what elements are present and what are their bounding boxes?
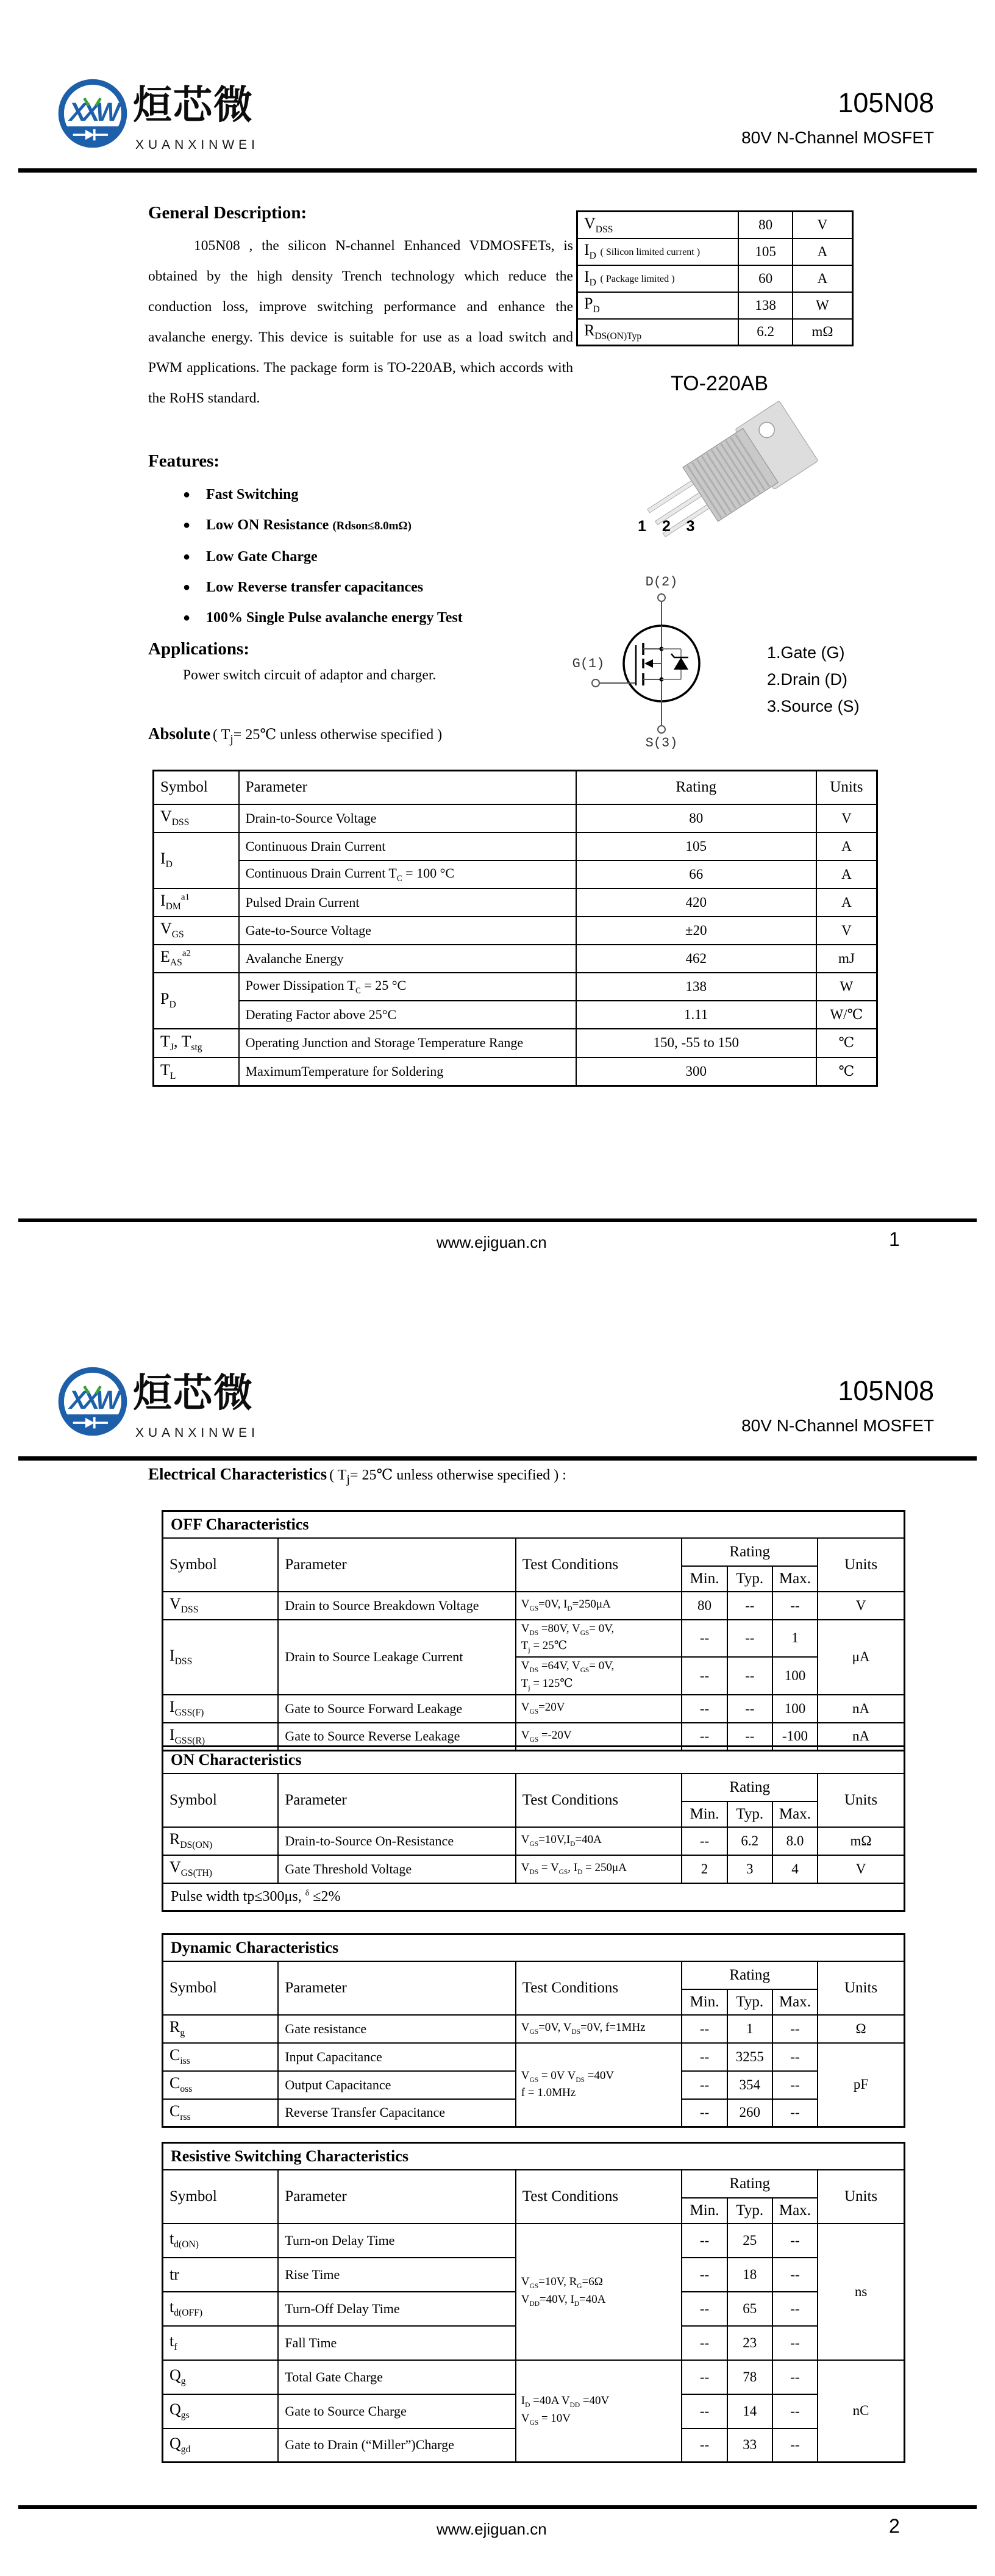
- off-characteristics-table-cell: --: [682, 1695, 727, 1723]
- dynamic-characteristics-table-row: [163, 2043, 905, 2071]
- drain-pin-label: D(2): [645, 574, 678, 590]
- resistive-switching-characteristics-table-cell: $t_{d(OFF)}$: [163, 2292, 279, 2326]
- on-characteristics-table-cell: V: [818, 1855, 904, 1883]
- resistive-switching-characteristics-table-cell: --: [772, 2258, 818, 2292]
- brand-logo-icon: [56, 77, 129, 150]
- mosfet-symbol-diagram: [570, 566, 741, 749]
- quick-specs-table-row: [577, 319, 853, 346]
- resistive-switching-characteristics-table-cell: $Q_{gs}$: [163, 2394, 279, 2428]
- absolute-maximum-ratings-table-cell: Units: [816, 771, 877, 804]
- page-number: 2: [889, 2515, 900, 2537]
- quick-specs-table-cell: $P_D$: [577, 292, 739, 319]
- on-characteristics-table-cell: $V_{DS} = V_{GS}$, $I_D = 250\mu A$: [516, 1855, 682, 1883]
- absolute-maximum-ratings-table-cell: 150, -55 to 150: [576, 1029, 816, 1057]
- dynamic-characteristics-table-cell: --: [772, 2099, 818, 2127]
- resistive-switching-characteristics-table-cell: Gate to Drain (“Miller”)Charge: [278, 2428, 515, 2463]
- dynamic-characteristics-table-cell: 3255: [727, 2043, 772, 2071]
- absolute-condition: ( $T_j=$ 25℃ unless otherwise specified ): [213, 727, 443, 746]
- quick-specs-table-cell: $I_D$ ( Package limited ): [577, 265, 739, 292]
- absolute-maximum-ratings-table-cell: 462: [576, 945, 816, 973]
- quick-specs-table-cell: 105: [738, 238, 793, 265]
- off-characteristics-table: [162, 1510, 905, 1751]
- part-number: 105N08: [838, 87, 934, 118]
- on-characteristics-table-cell: mΩ: [818, 1827, 904, 1855]
- absolute-maximum-ratings-table-row: [154, 771, 877, 804]
- on-characteristics-table-cell: Min.: [682, 1801, 727, 1827]
- dynamic-characteristics-table-cell: $C_{oss}$: [163, 2071, 279, 2099]
- resistive-switching-characteristics-table-cell: $t_f$: [163, 2326, 279, 2360]
- off-characteristics-table-row: [163, 1620, 905, 1658]
- dynamic-characteristics-table-cell: --: [772, 2043, 818, 2071]
- resistive-switching-characteristics-table-cell: Symbol: [163, 2170, 279, 2224]
- absolute-maximum-ratings-table-cell: Continuous Drain Current $T_C = 100$ °C: [239, 860, 576, 889]
- off-characteristics-table-cell: Gate to Source Reverse Leakage: [278, 1723, 515, 1751]
- bullet-icon: ●: [183, 550, 191, 564]
- off-characteristics-table-cell: --: [727, 1657, 772, 1695]
- on-characteristics-table-row: [163, 1773, 905, 1801]
- absolute-maximum-ratings-table-cell: A: [816, 889, 877, 917]
- absolute-maximum-ratings-table-cell: A: [816, 832, 877, 860]
- quick-specs-table-cell: W: [793, 292, 853, 319]
- resistive-switching-characteristics-table-cell: 33: [727, 2428, 772, 2463]
- absolute-maximum-ratings-table-row: [154, 917, 877, 945]
- dynamic-characteristics-table-cell: Input Capacitance: [278, 2043, 515, 2071]
- resistive-switching-characteristics-table-cell: Test Conditions: [516, 2170, 682, 2224]
- absolute-maximum-ratings-table-cell: ℃: [816, 1057, 877, 1086]
- absolute-maximum-ratings-table-cell: 105: [576, 832, 816, 860]
- absolute-maximum-ratings-table-cell: $V_{DSS}$: [154, 804, 239, 832]
- off-characteristics-table-cell: V: [818, 1592, 904, 1620]
- resistive-switching-characteristics-table-cell: --: [772, 2394, 818, 2428]
- resistive-switching-characteristics-table-cell: 78: [727, 2360, 772, 2394]
- off-characteristics-table-cell: Max.: [772, 1566, 818, 1592]
- pin-legend-source: 3.Source (S): [767, 697, 860, 715]
- off-characteristics-table-cell: --: [682, 1657, 727, 1695]
- resistive-switching-characteristics-table-cell: Min.: [682, 2198, 727, 2224]
- off-characteristics-table-cell: Rating: [682, 1538, 818, 1566]
- off-characteristics-table-row: [163, 1592, 905, 1620]
- feature-item: [183, 510, 463, 542]
- features-title: Features:: [148, 451, 220, 471]
- absolute-maximum-ratings-table-cell: W/℃: [816, 1001, 877, 1029]
- resistive-switching-characteristics-table-row: [163, 2170, 905, 2198]
- absolute-maximum-ratings-table-cell: Avalanche Energy: [239, 945, 576, 973]
- quick-specs-table-cell: A: [793, 238, 853, 265]
- feature-label: 100% Single Pulse avalanche energy Test: [206, 610, 463, 626]
- resistive-switching-characteristics-table-cell: $t_{d(ON)}$: [163, 2224, 279, 2258]
- absolute-maximum-ratings-table-row: [154, 1057, 877, 1086]
- off-characteristics-table-cell: --: [682, 1723, 727, 1751]
- resistive-switching-characteristics-table-cell: Rating: [682, 2170, 818, 2198]
- dynamic-characteristics-table-cell: --: [682, 2071, 727, 2099]
- bullet-icon: ●: [183, 581, 191, 594]
- dynamic-characteristics-table-cell: Gate resistance: [278, 2015, 515, 2043]
- absolute-maximum-ratings-table-cell: Parameter: [239, 771, 576, 804]
- absolute-maximum-ratings-table-cell: Gate-to-Source Voltage: [239, 917, 576, 945]
- on-characteristics-table-cell: ON Characteristics: [163, 1747, 905, 1773]
- part-number: 105N08: [838, 1375, 934, 1406]
- off-characteristics-table-cell: -100: [772, 1723, 818, 1751]
- dynamic-characteristics-table-cell: $V_{GS}=0V$, $V_{DS}=0V$, f=1MHz: [516, 2015, 682, 2043]
- feature-item: [183, 572, 463, 603]
- dynamic-characteristics-table-cell: Ω: [818, 2015, 904, 2043]
- absolute-maximum-ratings-table-cell: $T_L$: [154, 1057, 239, 1086]
- pin-legend-gate: 1.Gate (G): [767, 643, 845, 662]
- feature-label: Low Gate Charge: [206, 549, 318, 565]
- absolute-maximum-ratings-table-cell: $V_{GS}$: [154, 917, 239, 945]
- dynamic-characteristics-table-cell: Units: [818, 1961, 904, 2015]
- quick-specs-table-row: [577, 238, 853, 265]
- resistive-switching-characteristics-table-cell: --: [682, 2224, 727, 2258]
- resistive-switching-characteristics-table-cell: Typ.: [727, 2198, 772, 2224]
- absolute-title: Absolute: [148, 724, 211, 743]
- dynamic-characteristics-table-cell: 354: [727, 2071, 772, 2099]
- off-characteristics-table-cell: μA: [818, 1620, 904, 1695]
- off-characteristics-table-cell: nA: [818, 1695, 904, 1723]
- gate-pin-label: G(1): [572, 656, 605, 671]
- off-characteristics-table-cell: $V_{DSS}$: [163, 1592, 279, 1620]
- brand-abbr: XXW: [69, 98, 116, 126]
- dynamic-characteristics-table-row: [163, 1961, 905, 1989]
- resistive-switching-characteristics-table-cell: --: [682, 2326, 727, 2360]
- feature-item: [183, 542, 463, 572]
- absolute-maximum-ratings-table-cell: V: [816, 917, 877, 945]
- dynamic-characteristics-table-cell: Typ.: [727, 1989, 772, 2015]
- quick-specs-table-cell: 60: [738, 265, 793, 292]
- bullet-icon: ●: [183, 488, 191, 501]
- feature-item: [183, 603, 463, 633]
- absolute-maximum-ratings-table-row: [154, 860, 877, 889]
- absolute-maximum-ratings-table-cell: A: [816, 860, 877, 889]
- off-characteristics-table-row: [163, 1511, 905, 1538]
- resistive-switching-characteristics-table-cell: --: [772, 2326, 818, 2360]
- on-characteristics-table-cell: Rating: [682, 1773, 818, 1801]
- dynamic-characteristics-table-cell: Output Capacitance: [278, 2071, 515, 2099]
- dynamic-characteristics-table-cell: --: [772, 2015, 818, 2043]
- resistive-switching-characteristics-table-cell: --: [772, 2292, 818, 2326]
- page-number: 1: [889, 1228, 900, 1250]
- dynamic-characteristics-table-cell: $V_{GS} = 0V$ $V_{DS} =40V$ f = 1.0MHz: [516, 2043, 682, 2127]
- absolute-maximum-ratings-table-cell: ±20: [576, 917, 816, 945]
- brand-name-cn: 烜芯微: [133, 83, 254, 127]
- brand-name-en: XUANXINWEI: [135, 1426, 260, 1440]
- dynamic-characteristics-table-cell: Rating: [682, 1961, 818, 1989]
- on-characteristics-table-cell: Symbol: [163, 1773, 279, 1827]
- quick-specs-table-cell: 80: [738, 212, 793, 238]
- absolute-maximum-ratings-table-cell: W: [816, 973, 877, 1001]
- to220-package-image: [601, 395, 857, 538]
- off-characteristics-table-cell: --: [727, 1695, 772, 1723]
- applications-title: Applications:: [148, 639, 249, 659]
- dynamic-characteristics-table-cell: Symbol: [163, 1961, 279, 2015]
- dynamic-characteristics-table: [162, 1933, 905, 2128]
- resistive-switching-characteristics-table-cell: Turn-Off Delay Time: [278, 2292, 515, 2326]
- absolute-maximum-ratings-table-cell: Pulsed Drain Current: [239, 889, 576, 917]
- footer-rule: [18, 2505, 977, 2509]
- quick-specs-table: [576, 210, 854, 346]
- off-characteristics-table-cell: --: [727, 1592, 772, 1620]
- header-rule: [18, 168, 977, 173]
- resistive-switching-characteristics-table-cell: 18: [727, 2258, 772, 2292]
- brand-name-cn: 烜芯微: [133, 1371, 254, 1415]
- resistive-switching-characteristics-table-cell: --: [772, 2224, 818, 2258]
- off-characteristics-table-cell: Parameter: [278, 1538, 515, 1592]
- absolute-maximum-ratings-table-row: [154, 973, 877, 1001]
- off-characteristics-table-cell: Min.: [682, 1566, 727, 1592]
- dynamic-characteristics-table-cell: Dynamic Characteristics: [163, 1934, 905, 1961]
- absolute-maximum-ratings-table-cell: 80: [576, 804, 816, 832]
- resistive-switching-characteristics-table-cell: --: [682, 2428, 727, 2463]
- on-characteristics-table-cell: Typ.: [727, 1801, 772, 1827]
- on-characteristics-table-cell: Test Conditions: [516, 1773, 682, 1827]
- off-characteristics-table-cell: Drain to Source Leakage Current: [278, 1620, 515, 1695]
- resistive-switching-characteristics-table-row: [163, 2360, 905, 2394]
- dynamic-characteristics-table-cell: Min.: [682, 1989, 727, 2015]
- datasheet-page-2: [0, 1288, 995, 2576]
- resistive-switching-characteristics-table-cell: 14: [727, 2394, 772, 2428]
- on-characteristics-table-cell: Drain-to-Source On-Resistance: [278, 1827, 515, 1855]
- resistive-switching-characteristics-table-cell: Max.: [772, 2198, 818, 2224]
- dynamic-characteristics-table-cell: Reverse Transfer Capacitance: [278, 2099, 515, 2127]
- off-characteristics-table-cell: Drain to Source Breakdown Voltage: [278, 1592, 515, 1620]
- general-description-text: 105N08 , the silicon N-channel Enhanced VDMOSFETs, is obtained by the high density Trench technology which reduce the conduction loss, improve switching performance and enhance the avalanche energy. This device is suitable for use as a load switch and PWM applications. The package form is TO-220AB, which accords with the RoHS standard.: [148, 238, 573, 406]
- off-characteristics-table-cell: 1: [772, 1620, 818, 1658]
- absolute-maximum-ratings-table-cell: Drain-to-Source Voltage: [239, 804, 576, 832]
- feature-item: [183, 479, 463, 510]
- off-characteristics-table-cell: 100: [772, 1657, 818, 1695]
- absolute-maximum-ratings-table-row: [154, 1029, 877, 1057]
- bullet-icon: ●: [183, 611, 191, 624]
- absolute-maximum-ratings-table-cell: Derating Factor above 25°C: [239, 1001, 576, 1029]
- on-characteristics-table-row: [163, 1827, 905, 1855]
- absolute-maximum-ratings-table-row: [154, 945, 877, 973]
- absolute-maximum-ratings-table-cell: 420: [576, 889, 816, 917]
- off-characteristics-table-cell: $V_{GS} =-20V$: [516, 1723, 682, 1751]
- source-pin-label: S(3): [645, 735, 678, 749]
- quick-specs-table-cell: $R_{DS(ON)Typ}$: [577, 319, 739, 346]
- electrical-characteristics-condition: ( $T_j=$ 25℃ unless otherwise specified ) :: [329, 1467, 566, 1486]
- resistive-switching-characteristics-table-cell: tr: [163, 2258, 279, 2292]
- off-characteristics-table-cell: $V_{GS}=0V$, $I_D=250\mu A$: [516, 1592, 682, 1620]
- off-characteristics-table-cell: --: [727, 1723, 772, 1751]
- on-characteristics-table-cell: Pulse width tp≤300μs, $^\delta$ ≤2%: [163, 1883, 905, 1911]
- absolute-maximum-ratings-table-cell: V: [816, 804, 877, 832]
- absolute-maximum-ratings-table-row: [154, 832, 877, 860]
- resistive-switching-characteristics-table-cell: --: [772, 2428, 818, 2463]
- off-characteristics-table-cell: Test Conditions: [516, 1538, 682, 1592]
- on-characteristics-table-row: [163, 1883, 905, 1911]
- off-characteristics-table-cell: OFF Characteristics: [163, 1511, 905, 1538]
- off-characteristics-table-row: [163, 1538, 905, 1566]
- dynamic-characteristics-table-cell: Test Conditions: [516, 1961, 682, 2015]
- off-characteristics-table-cell: $I_{GSS(R)}$: [163, 1723, 279, 1751]
- footer-website: www.ejiguan.cn: [437, 1233, 547, 1251]
- on-characteristics-table-cell: $R_{DS(ON)}$: [163, 1827, 279, 1855]
- on-characteristics-table-row: [163, 1855, 905, 1883]
- dynamic-characteristics-table-cell: --: [772, 2071, 818, 2099]
- package-title: TO-220AB: [670, 372, 768, 395]
- absolute-maximum-ratings-table-cell: MaximumTemperature for Soldering: [239, 1057, 576, 1086]
- dynamic-characteristics-table-cell: Parameter: [278, 1961, 515, 2015]
- dynamic-characteristics-table-cell: $R_g$: [163, 2015, 279, 2043]
- part-subtitle: 80V N-Channel MOSFET: [741, 1416, 934, 1435]
- quick-specs-table-cell: A: [793, 265, 853, 292]
- resistive-switching-characteristics-table-cell: ns: [818, 2224, 904, 2360]
- on-characteristics-table-cell: --: [682, 1827, 727, 1855]
- footer-website: www.ejiguan.cn: [437, 2520, 547, 2538]
- resistive-switching-characteristics-table-cell: $Q_{gd}$: [163, 2428, 279, 2463]
- on-characteristics-table-cell: 3: [727, 1855, 772, 1883]
- on-characteristics-table: [162, 1745, 905, 1912]
- dynamic-characteristics-table-cell: --: [682, 2099, 727, 2127]
- dynamic-characteristics-table-cell: --: [682, 2015, 727, 2043]
- on-characteristics-table-cell: $V_{GS}=10V,I_D=40A$: [516, 1827, 682, 1855]
- off-characteristics-table-cell: $V_{DS} =64V$, $V_{GS}= 0V$, $T_j$ = 125℃: [516, 1657, 682, 1695]
- resistive-switching-characteristics-table-cell: Fall Time: [278, 2326, 515, 2360]
- absolute-maximum-ratings-table-cell: Power Dissipation $T_C = 25$ °C: [239, 973, 576, 1001]
- resistive-switching-characteristics-table: [162, 2142, 905, 2463]
- resistive-switching-characteristics-table-cell: Gate to Source Charge: [278, 2394, 515, 2428]
- resistive-switching-characteristics-table-cell: 25: [727, 2224, 772, 2258]
- resistive-switching-characteristics-table-cell: $I_D =40A$ $V_{DD} =40V$ $V_{GS} = 10V$: [516, 2360, 682, 2463]
- feature-label: Low Reverse transfer capacitances: [206, 579, 424, 595]
- dynamic-characteristics-table-cell: 1: [727, 2015, 772, 2043]
- resistive-switching-characteristics-table-cell: nC: [818, 2360, 904, 2463]
- on-characteristics-table-cell: Parameter: [278, 1773, 515, 1827]
- off-characteristics-table-cell: --: [727, 1620, 772, 1658]
- absolute-maximum-ratings-table-cell: $E_{AS}^{a2}$: [154, 945, 239, 973]
- quick-specs-table-row: [577, 212, 853, 238]
- resistive-switching-characteristics-table-row: [163, 2143, 905, 2170]
- absolute-maximum-ratings-table-row: [154, 1001, 877, 1029]
- on-characteristics-table-cell: Gate Threshold Voltage: [278, 1855, 515, 1883]
- resistive-switching-characteristics-table-cell: $V_{GS}=10V$, $R_G=6\Omega$ $V_{DD}=40V$, $I_D=40A$: [516, 2224, 682, 2360]
- resistive-switching-characteristics-table-cell: Units: [818, 2170, 904, 2224]
- resistive-switching-characteristics-table-row: [163, 2224, 905, 2258]
- package-pin-numbers: 1 2 3: [638, 518, 701, 535]
- off-characteristics-table-cell: Gate to Source Forward Leakage: [278, 1695, 515, 1723]
- resistive-switching-characteristics-table-cell: Parameter: [278, 2170, 515, 2224]
- on-characteristics-table-cell: $V_{GS(TH)}$: [163, 1855, 279, 1883]
- part-subtitle: 80V N-Channel MOSFET: [741, 128, 934, 147]
- off-characteristics-table-cell: Typ.: [727, 1566, 772, 1592]
- absolute-maximum-ratings-table-cell: $T_J$, $T_{stg}$: [154, 1029, 239, 1057]
- resistive-switching-characteristics-table-cell: Total Gate Charge: [278, 2360, 515, 2394]
- absolute-maximum-ratings-table-cell: Symbol: [154, 771, 239, 804]
- on-characteristics-table-cell: 6.2: [727, 1827, 772, 1855]
- absolute-maximum-ratings-table-cell: $I_D$: [154, 832, 239, 889]
- quick-specs-table-cell: $I_D$ ( Silicon limited current ): [577, 238, 739, 265]
- applications-text: Power switch circuit of adaptor and charger.: [183, 667, 437, 683]
- off-characteristics-table-cell: $V_{GS}=20V$: [516, 1695, 682, 1723]
- resistive-switching-characteristics-table-cell: Turn-on Delay Time: [278, 2224, 515, 2258]
- quick-specs-table-cell: mΩ: [793, 319, 853, 346]
- resistive-switching-characteristics-table-cell: 65: [727, 2292, 772, 2326]
- quick-specs-table-row: [577, 292, 853, 319]
- absolute-maximum-ratings-table-cell: 1.11: [576, 1001, 816, 1029]
- absolute-maximum-ratings-table-cell: $I_{DM}^{a1}$: [154, 889, 239, 917]
- on-characteristics-table-row: [163, 1747, 905, 1773]
- dynamic-characteristics-table-cell: $C_{rss}$: [163, 2099, 279, 2127]
- resistive-switching-characteristics-table-cell: --: [682, 2360, 727, 2394]
- absolute-maximum-ratings-table-cell: Operating Junction and Storage Temperature Range: [239, 1029, 576, 1057]
- off-characteristics-table-cell: --: [772, 1592, 818, 1620]
- dynamic-characteristics-table-cell: Max.: [772, 1989, 818, 2015]
- resistive-switching-characteristics-table-cell: --: [682, 2394, 727, 2428]
- off-characteristics-table-cell: Units: [818, 1538, 904, 1592]
- electrical-characteristics-title: Electrical Characteristics: [148, 1465, 327, 1483]
- on-characteristics-table-cell: 8.0: [772, 1827, 818, 1855]
- resistive-switching-characteristics-table-cell: 23: [727, 2326, 772, 2360]
- absolute-maximum-ratings-table-cell: ℃: [816, 1029, 877, 1057]
- dynamic-characteristics-table-cell: $C_{iss}$: [163, 2043, 279, 2071]
- footer-rule: [18, 1218, 977, 1222]
- pin-legend-drain: 2.Drain (D): [767, 670, 848, 689]
- absolute-maximum-ratings-table-cell: Continuous Drain Current: [239, 832, 576, 860]
- absolute-maximum-ratings-table-row: [154, 889, 877, 917]
- off-characteristics-table-cell: nA: [818, 1723, 904, 1751]
- absolute-maximum-ratings-table: [152, 770, 878, 1087]
- absolute-maximum-ratings-table-row: [154, 804, 877, 832]
- off-characteristics-table-cell: $I_{DSS}$: [163, 1620, 279, 1695]
- feature-label: Low ON Resistance (Rdson≤8.0mΩ): [206, 517, 412, 533]
- absolute-maximum-ratings-table-cell: mJ: [816, 945, 877, 973]
- off-characteristics-table-cell: 80: [682, 1592, 727, 1620]
- on-characteristics-table-cell: 4: [772, 1855, 818, 1883]
- resistive-switching-characteristics-table-cell: --: [772, 2360, 818, 2394]
- on-characteristics-table-cell: Units: [818, 1773, 904, 1827]
- resistive-switching-characteristics-table-cell: --: [682, 2292, 727, 2326]
- on-characteristics-table-cell: Max.: [772, 1801, 818, 1827]
- brand-logo-icon: [56, 1365, 129, 1438]
- absolute-maximum-ratings-table-cell: Rating: [576, 771, 816, 804]
- dynamic-characteristics-table-cell: --: [682, 2043, 727, 2071]
- dynamic-characteristics-table-cell: 260: [727, 2099, 772, 2127]
- dynamic-characteristics-table-cell: pF: [818, 2043, 904, 2127]
- quick-specs-table-cell: 138: [738, 292, 793, 319]
- off-characteristics-table-cell: $I_{GSS(F)}$: [163, 1695, 279, 1723]
- brand-name-en: XUANXINWEI: [135, 138, 260, 152]
- quick-specs-table-row: [577, 265, 853, 292]
- resistive-switching-characteristics-table-cell: Resistive Switching Characteristics: [163, 2143, 905, 2170]
- header-rule: [18, 1456, 977, 1461]
- absolute-maximum-ratings-table-cell: 300: [576, 1057, 816, 1086]
- pin-legend: [767, 639, 860, 720]
- off-characteristics-table-row: [163, 1695, 905, 1723]
- quick-specs-table-cell: $V_{DSS}$: [577, 212, 739, 238]
- feature-label: Fast Switching: [206, 487, 299, 503]
- off-characteristics-table-cell: Symbol: [163, 1538, 279, 1592]
- bullet-icon: ●: [183, 518, 191, 532]
- on-characteristics-table-cell: 2: [682, 1855, 727, 1883]
- off-characteristics-table-cell: --: [682, 1620, 727, 1658]
- off-characteristics-table-cell: 100: [772, 1695, 818, 1723]
- quick-specs-table-cell: 6.2: [738, 319, 793, 346]
- absolute-maximum-ratings-table-cell: 66: [576, 860, 816, 889]
- dynamic-characteristics-table-row: [163, 1934, 905, 1961]
- resistive-switching-characteristics-table-cell: --: [682, 2258, 727, 2292]
- brand-abbr: XXW: [69, 1386, 116, 1414]
- dynamic-characteristics-table-row: [163, 2015, 905, 2043]
- resistive-switching-characteristics-table-cell: $Q_g$: [163, 2360, 279, 2394]
- absolute-maximum-ratings-table-cell: $P_D$: [154, 973, 239, 1029]
- quick-specs-table-cell: V: [793, 212, 853, 238]
- general-description-title: General Description:: [148, 203, 307, 223]
- off-characteristics-table-cell: $V_{DS} =80V$, $V_{GS}= 0V$, $T_j$ = 25℃: [516, 1620, 682, 1658]
- resistive-switching-characteristics-table-cell: Rise Time: [278, 2258, 515, 2292]
- absolute-maximum-ratings-table-cell: 138: [576, 973, 816, 1001]
